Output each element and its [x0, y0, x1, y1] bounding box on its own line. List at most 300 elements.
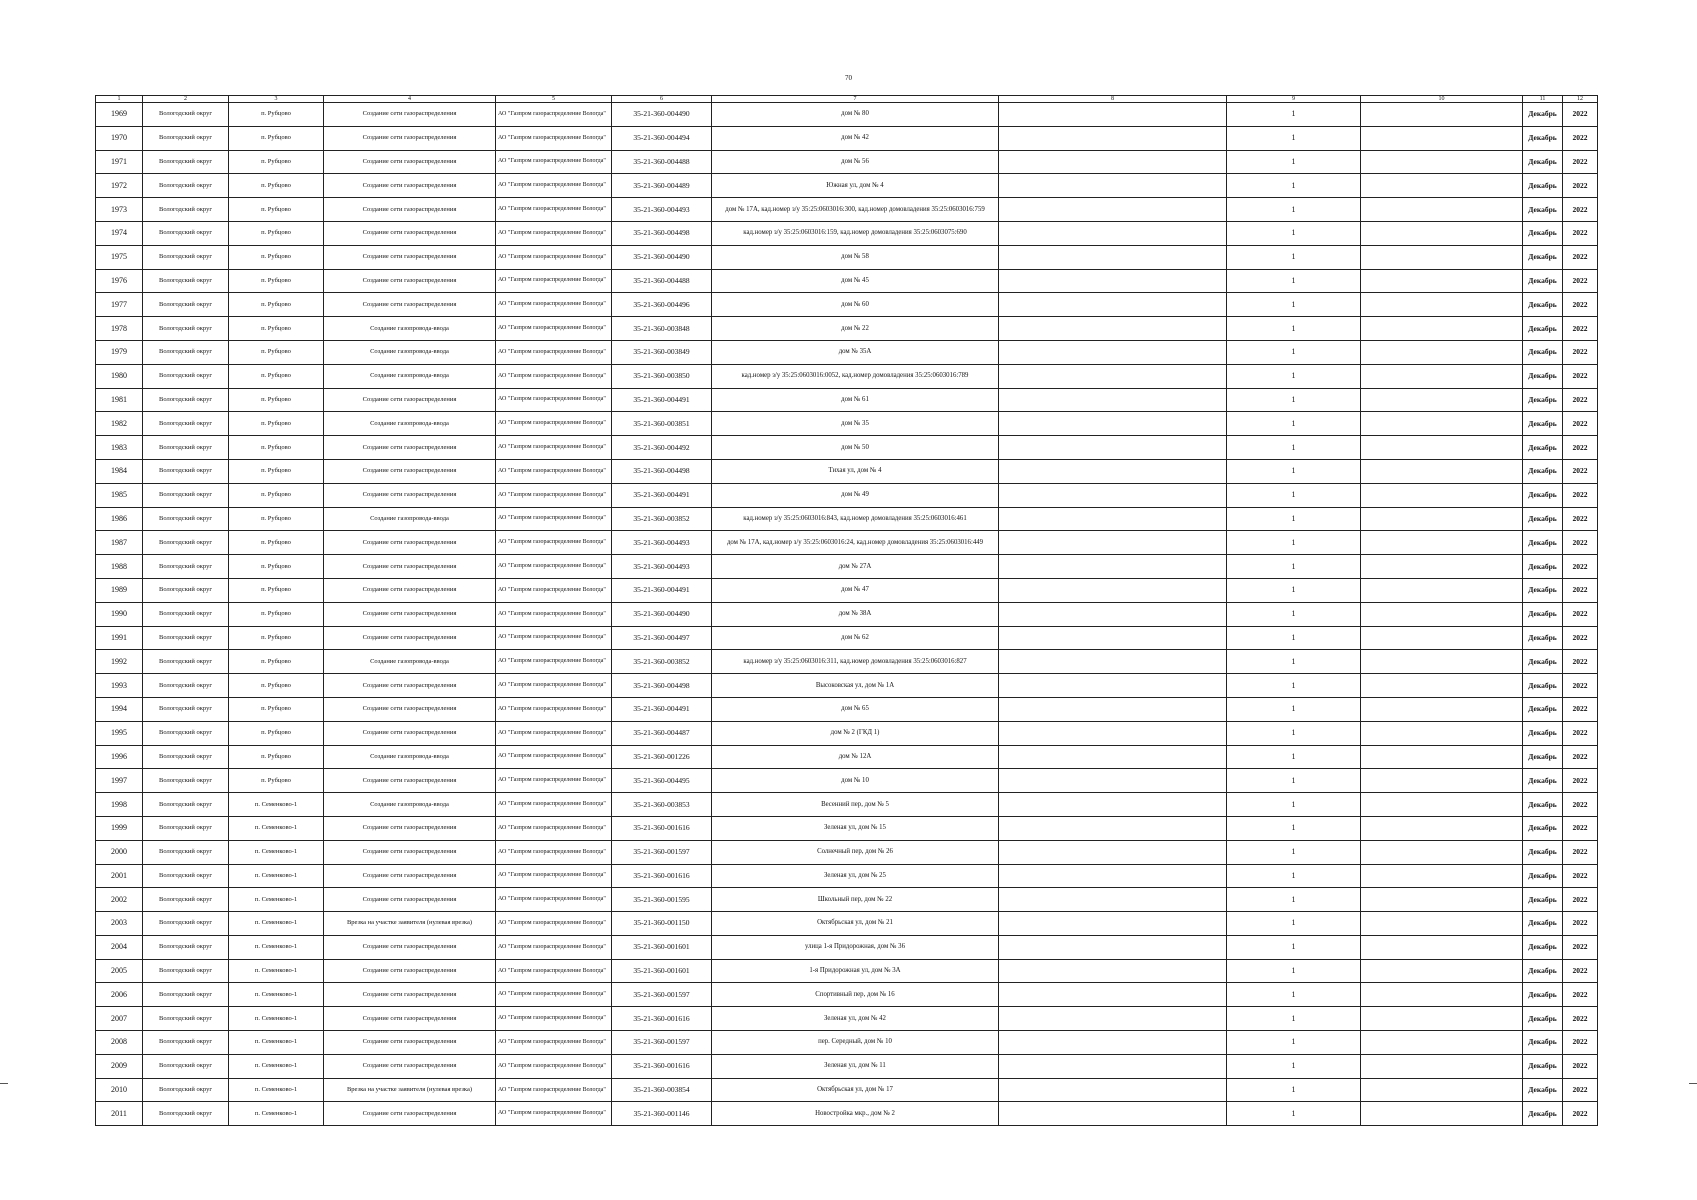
organization-cell: АО "Газпром газораспределение Вологда"	[496, 840, 612, 864]
district-cell: Вологодский округ	[143, 221, 229, 245]
row-number: 2003	[96, 912, 143, 936]
column-header: 10	[1361, 96, 1523, 103]
code-cell: 35-21-360-004497	[612, 626, 712, 650]
table-row	[96, 840, 1598, 864]
district-cell: Вологодский округ	[143, 269, 229, 293]
address-cell: Солнечный пер, дом № 26	[712, 840, 999, 864]
empty-cell	[1361, 150, 1523, 174]
organization-cell: АО "Газпром газораспределение Вологда"	[496, 293, 612, 317]
empty-cell	[1361, 1054, 1523, 1078]
row-number: 1999	[96, 816, 143, 840]
data-table	[95, 95, 1598, 1126]
work-type-cell: Создание сети газораспределения	[324, 269, 496, 293]
empty-cell	[999, 483, 1227, 507]
work-type-cell: Создание сети газораспределения	[324, 935, 496, 959]
row-number: 1991	[96, 626, 143, 650]
year-cell: 2022	[1563, 436, 1598, 460]
locality-cell: п. Рубцово	[229, 388, 324, 412]
table-row	[96, 221, 1598, 245]
work-type-cell: Создание газопровода-ввода	[324, 364, 496, 388]
year-cell: 2022	[1563, 1031, 1598, 1055]
empty-cell	[999, 793, 1227, 817]
table-row	[96, 364, 1598, 388]
empty-cell	[1361, 578, 1523, 602]
column-header: 6	[612, 96, 712, 103]
empty-cell	[999, 103, 1227, 127]
code-cell: 35-21-360-004492	[612, 436, 712, 460]
work-type-cell: Создание сети газораспределения	[324, 103, 496, 127]
work-type-cell: Создание сети газораспределения	[324, 531, 496, 555]
column-header: 11	[1523, 96, 1563, 103]
address-cell: Весенний пер, дом № 5	[712, 793, 999, 817]
row-number: 2005	[96, 959, 143, 983]
district-cell: Вологодский округ	[143, 1054, 229, 1078]
code-cell: 35-21-360-001616	[612, 1054, 712, 1078]
empty-cell	[1361, 507, 1523, 531]
work-type-cell: Создание сети газораспределения	[324, 721, 496, 745]
empty-cell	[1361, 697, 1523, 721]
scan-mark	[0, 1083, 8, 1084]
code-cell: 35-21-360-004490	[612, 245, 712, 269]
organization-cell: АО "Газпром газораспределение Вологда"	[496, 459, 612, 483]
locality-cell: п. Семенково-1	[229, 935, 324, 959]
empty-cell	[999, 1078, 1227, 1102]
year-cell: 2022	[1563, 245, 1598, 269]
address-cell: дом № 45	[712, 269, 999, 293]
organization-cell: АО "Газпром газораспределение Вологда"	[496, 769, 612, 793]
address-cell: дом № 22	[712, 317, 999, 341]
organization-cell: АО "Газпром газораспределение Вологда"	[496, 245, 612, 269]
empty-cell	[999, 531, 1227, 555]
column-header: 7	[712, 96, 999, 103]
row-number: 1969	[96, 103, 143, 127]
table-row	[96, 412, 1598, 436]
empty-cell	[1361, 626, 1523, 650]
quantity-cell: 1	[1227, 912, 1361, 936]
code-cell: 35-21-360-004498	[612, 674, 712, 698]
code-cell: 35-21-360-004491	[612, 578, 712, 602]
work-type-cell: Создание сети газораспределения	[324, 840, 496, 864]
month-cell: Декабрь	[1523, 150, 1563, 174]
district-cell: Вологодский округ	[143, 388, 229, 412]
table-row	[96, 959, 1598, 983]
code-cell: 35-21-360-001616	[612, 816, 712, 840]
address-cell: дом № 10	[712, 769, 999, 793]
month-cell: Декабрь	[1523, 864, 1563, 888]
column-header: 2	[143, 96, 229, 103]
quantity-cell: 1	[1227, 1078, 1361, 1102]
year-cell: 2022	[1563, 221, 1598, 245]
work-type-cell: Врезка на участке заявителя (нулевая врезка)	[324, 912, 496, 936]
year-cell: 2022	[1563, 793, 1598, 817]
quantity-cell: 1	[1227, 507, 1361, 531]
quantity-cell: 1	[1227, 983, 1361, 1007]
organization-cell: АО "Газпром газораспределение Вологда"	[496, 126, 612, 150]
empty-cell	[1361, 1007, 1523, 1031]
empty-cell	[999, 1031, 1227, 1055]
organization-cell: АО "Газпром газораспределение Вологда"	[496, 888, 612, 912]
empty-cell	[1361, 888, 1523, 912]
month-cell: Декабрь	[1523, 293, 1563, 317]
column-header: 9	[1227, 96, 1361, 103]
organization-cell: АО "Газпром газораспределение Вологда"	[496, 1007, 612, 1031]
work-type-cell: Создание сети газораспределения	[324, 150, 496, 174]
organization-cell: АО "Газпром газораспределение Вологда"	[496, 578, 612, 602]
organization-cell: АО "Газпром газораспределение Вологда"	[496, 959, 612, 983]
organization-cell: АО "Газпром газораспределение Вологда"	[496, 983, 612, 1007]
year-cell: 2022	[1563, 269, 1598, 293]
work-type-cell: Создание сети газораспределения	[324, 245, 496, 269]
quantity-cell: 1	[1227, 697, 1361, 721]
year-cell: 2022	[1563, 1054, 1598, 1078]
table-row	[96, 269, 1598, 293]
locality-cell: п. Рубцово	[229, 364, 324, 388]
row-number: 1983	[96, 436, 143, 460]
address-cell: дом № 35А	[712, 340, 999, 364]
table-row	[96, 198, 1598, 222]
table-row	[96, 126, 1598, 150]
district-cell: Вологодский округ	[143, 531, 229, 555]
empty-cell	[1361, 198, 1523, 222]
code-cell: 35-21-360-004494	[612, 126, 712, 150]
table-row	[96, 293, 1598, 317]
locality-cell: п. Семенково-1	[229, 1078, 324, 1102]
empty-cell	[999, 888, 1227, 912]
organization-cell: АО "Газпром газораспределение Вологда"	[496, 483, 612, 507]
district-cell: Вологодский округ	[143, 697, 229, 721]
work-type-cell: Создание сети газораспределения	[324, 1054, 496, 1078]
month-cell: Декабрь	[1523, 816, 1563, 840]
address-cell: Октябрьская ул, дом № 21	[712, 912, 999, 936]
district-cell: Вологодский округ	[143, 555, 229, 579]
empty-cell	[1361, 935, 1523, 959]
row-number: 1978	[96, 317, 143, 341]
year-cell: 2022	[1563, 721, 1598, 745]
quantity-cell: 1	[1227, 221, 1361, 245]
locality-cell: п. Рубцово	[229, 293, 324, 317]
work-type-cell: Создание сети газораспределения	[324, 459, 496, 483]
year-cell: 2022	[1563, 531, 1598, 555]
year-cell: 2022	[1563, 1078, 1598, 1102]
month-cell: Декабрь	[1523, 959, 1563, 983]
table-row	[96, 1054, 1598, 1078]
empty-cell	[1361, 364, 1523, 388]
organization-cell: АО "Газпром газораспределение Вологда"	[496, 935, 612, 959]
empty-cell	[1361, 483, 1523, 507]
empty-cell	[999, 1054, 1227, 1078]
month-cell: Декабрь	[1523, 602, 1563, 626]
quantity-cell: 1	[1227, 150, 1361, 174]
empty-cell	[1361, 388, 1523, 412]
empty-cell	[999, 269, 1227, 293]
row-number: 1992	[96, 650, 143, 674]
empty-cell	[1361, 1078, 1523, 1102]
organization-cell: АО "Газпром газораспределение Вологда"	[496, 816, 612, 840]
organization-cell: АО "Газпром газораспределение Вологда"	[496, 388, 612, 412]
district-cell: Вологодский округ	[143, 1078, 229, 1102]
month-cell: Декабрь	[1523, 198, 1563, 222]
district-cell: Вологодский округ	[143, 864, 229, 888]
address-cell: Тихая ул, дом № 4	[712, 459, 999, 483]
row-number: 1995	[96, 721, 143, 745]
quantity-cell: 1	[1227, 578, 1361, 602]
organization-cell: АО "Газпром газораспределение Вологда"	[496, 650, 612, 674]
table-row	[96, 912, 1598, 936]
table-row	[96, 174, 1598, 198]
empty-cell	[999, 721, 1227, 745]
empty-cell	[999, 293, 1227, 317]
quantity-cell: 1	[1227, 888, 1361, 912]
code-cell: 35-21-360-004488	[612, 269, 712, 293]
empty-cell	[1361, 816, 1523, 840]
code-cell: 35-21-360-001597	[612, 983, 712, 1007]
locality-cell: п. Семенково-1	[229, 1102, 324, 1126]
address-cell: Школьный пер, дом № 22	[712, 888, 999, 912]
organization-cell: АО "Газпром газораспределение Вологда"	[496, 626, 612, 650]
empty-cell	[999, 364, 1227, 388]
address-cell: Зеленая ул, дом № 25	[712, 864, 999, 888]
year-cell: 2022	[1563, 959, 1598, 983]
empty-cell	[999, 459, 1227, 483]
row-number: 1985	[96, 483, 143, 507]
month-cell: Декабрь	[1523, 531, 1563, 555]
quantity-cell: 1	[1227, 126, 1361, 150]
row-number: 1998	[96, 793, 143, 817]
row-number: 2000	[96, 840, 143, 864]
district-cell: Вологодский округ	[143, 150, 229, 174]
organization-cell: АО "Газпром газораспределение Вологда"	[496, 340, 612, 364]
address-cell: дом № 61	[712, 388, 999, 412]
work-type-cell: Создание сети газораспределения	[324, 626, 496, 650]
address-cell: дом № 50	[712, 436, 999, 460]
address-cell: кад.номер з/у 35:25:0603016:0052, кад.номер домовладения 35:25:0603016:789	[712, 364, 999, 388]
district-cell: Вологодский округ	[143, 483, 229, 507]
table-row	[96, 317, 1598, 341]
work-type-cell: Создание газопровода-ввода	[324, 745, 496, 769]
code-cell: 35-21-360-004490	[612, 602, 712, 626]
address-cell: дом № 58	[712, 245, 999, 269]
year-cell: 2022	[1563, 126, 1598, 150]
locality-cell: п. Семенково-1	[229, 983, 324, 1007]
locality-cell: п. Семенково-1	[229, 1054, 324, 1078]
year-cell: 2022	[1563, 816, 1598, 840]
table-row	[96, 459, 1598, 483]
code-cell: 35-21-360-001601	[612, 959, 712, 983]
code-cell: 35-21-360-003854	[612, 1078, 712, 1102]
empty-cell	[1361, 340, 1523, 364]
organization-cell: АО "Газпром газораспределение Вологда"	[496, 507, 612, 531]
locality-cell: п. Семенково-1	[229, 912, 324, 936]
organization-cell: АО "Газпром газораспределение Вологда"	[496, 221, 612, 245]
quantity-cell: 1	[1227, 412, 1361, 436]
month-cell: Декабрь	[1523, 888, 1563, 912]
work-type-cell: Создание сети газораспределения	[324, 888, 496, 912]
month-cell: Декабрь	[1523, 388, 1563, 412]
code-cell: 35-21-360-004491	[612, 697, 712, 721]
address-cell: Октябрьская ул, дом № 17	[712, 1078, 999, 1102]
code-cell: 35-21-360-004493	[612, 531, 712, 555]
district-cell: Вологодский округ	[143, 793, 229, 817]
quantity-cell: 1	[1227, 793, 1361, 817]
year-cell: 2022	[1563, 317, 1598, 341]
quantity-cell: 1	[1227, 269, 1361, 293]
code-cell: 35-21-360-004498	[612, 459, 712, 483]
column-header: 4	[324, 96, 496, 103]
code-cell: 35-21-360-001595	[612, 888, 712, 912]
empty-cell	[999, 959, 1227, 983]
empty-cell	[999, 697, 1227, 721]
district-cell: Вологодский округ	[143, 769, 229, 793]
table-row	[96, 483, 1598, 507]
locality-cell: п. Рубцово	[229, 674, 324, 698]
quantity-cell: 1	[1227, 436, 1361, 460]
row-number: 1990	[96, 602, 143, 626]
empty-cell	[999, 602, 1227, 626]
locality-cell: п. Рубцово	[229, 745, 324, 769]
row-number: 1980	[96, 364, 143, 388]
quantity-cell: 1	[1227, 650, 1361, 674]
district-cell: Вологодский округ	[143, 816, 229, 840]
code-cell: 35-21-360-001226	[612, 745, 712, 769]
scan-mark	[1689, 1083, 1697, 1084]
code-cell: 35-21-360-001146	[612, 1102, 712, 1126]
table-body	[96, 103, 1598, 1126]
table-row	[96, 697, 1598, 721]
quantity-cell: 1	[1227, 245, 1361, 269]
address-cell: дом № 80	[712, 103, 999, 127]
locality-cell: п. Семенково-1	[229, 888, 324, 912]
address-cell: кад.номер з/у 35:25:0603016:159, кад.номер домовладения 35:25:0603075:690	[712, 221, 999, 245]
month-cell: Декабрь	[1523, 507, 1563, 531]
empty-cell	[999, 578, 1227, 602]
organization-cell: АО "Газпром газораспределение Вологда"	[496, 198, 612, 222]
code-cell: 35-21-360-004495	[612, 769, 712, 793]
code-cell: 35-21-360-004491	[612, 483, 712, 507]
address-cell: дом № 60	[712, 293, 999, 317]
year-cell: 2022	[1563, 459, 1598, 483]
empty-cell	[999, 935, 1227, 959]
empty-cell	[999, 840, 1227, 864]
address-cell: дом № 35	[712, 412, 999, 436]
address-cell: кад.номер з/у 35:25:0603016:311, кад.номер домовладения 35:25:0603016:827	[712, 650, 999, 674]
locality-cell: п. Рубцово	[229, 531, 324, 555]
work-type-cell: Создание сети газораспределения	[324, 555, 496, 579]
row-number: 1994	[96, 697, 143, 721]
month-cell: Декабрь	[1523, 364, 1563, 388]
work-type-cell: Создание сети газораспределения	[324, 436, 496, 460]
month-cell: Декабрь	[1523, 459, 1563, 483]
row-number: 2001	[96, 864, 143, 888]
organization-cell: АО "Газпром газораспределение Вологда"	[496, 174, 612, 198]
row-number: 1993	[96, 674, 143, 698]
address-cell: дом № 65	[712, 697, 999, 721]
row-number: 2002	[96, 888, 143, 912]
month-cell: Декабрь	[1523, 793, 1563, 817]
empty-cell	[999, 436, 1227, 460]
quantity-cell: 1	[1227, 1054, 1361, 1078]
month-cell: Декабрь	[1523, 245, 1563, 269]
address-cell: дом № 42	[712, 126, 999, 150]
work-type-cell: Создание газопровода-ввода	[324, 340, 496, 364]
locality-cell: п. Рубцово	[229, 150, 324, 174]
empty-cell	[999, 674, 1227, 698]
row-number: 2009	[96, 1054, 143, 1078]
empty-cell	[999, 769, 1227, 793]
row-number: 1984	[96, 459, 143, 483]
locality-cell: п. Рубцово	[229, 721, 324, 745]
row-number: 2006	[96, 983, 143, 1007]
row-number: 1987	[96, 531, 143, 555]
district-cell: Вологодский округ	[143, 983, 229, 1007]
locality-cell: п. Рубцово	[229, 650, 324, 674]
table-row	[96, 150, 1598, 174]
organization-cell: АО "Газпром газораспределение Вологда"	[496, 602, 612, 626]
locality-cell: п. Рубцово	[229, 507, 324, 531]
year-cell: 2022	[1563, 198, 1598, 222]
month-cell: Декабрь	[1523, 317, 1563, 341]
empty-cell	[999, 174, 1227, 198]
empty-cell	[999, 912, 1227, 936]
locality-cell: п. Рубцово	[229, 103, 324, 127]
quantity-cell: 1	[1227, 103, 1361, 127]
column-header: 3	[229, 96, 324, 103]
row-number: 1979	[96, 340, 143, 364]
locality-cell: п. Семенково-1	[229, 1007, 324, 1031]
address-cell: дом № 47	[712, 578, 999, 602]
district-cell: Вологодский округ	[143, 198, 229, 222]
organization-cell: АО "Газпром газораспределение Вологда"	[496, 269, 612, 293]
quantity-cell: 1	[1227, 674, 1361, 698]
address-cell: Высоковская ул, дом № 1А	[712, 674, 999, 698]
empty-cell	[1361, 245, 1523, 269]
month-cell: Декабрь	[1523, 1054, 1563, 1078]
organization-cell: АО "Газпром газораспределение Вологда"	[496, 1054, 612, 1078]
table-row	[96, 245, 1598, 269]
table-row	[96, 340, 1598, 364]
organization-cell: АО "Газпром газораспределение Вологда"	[496, 1102, 612, 1126]
year-cell: 2022	[1563, 674, 1598, 698]
organization-cell: АО "Газпром газораспределение Вологда"	[496, 436, 612, 460]
empty-cell	[1361, 531, 1523, 555]
organization-cell: АО "Газпром газораспределение Вологда"	[496, 912, 612, 936]
code-cell: 35-21-360-003849	[612, 340, 712, 364]
district-cell: Вологодский округ	[143, 507, 229, 531]
organization-cell: АО "Газпром газораспределение Вологда"	[496, 1078, 612, 1102]
year-cell: 2022	[1563, 697, 1598, 721]
organization-cell: АО "Газпром газораспределение Вологда"	[496, 674, 612, 698]
empty-cell	[1361, 650, 1523, 674]
empty-cell	[1361, 221, 1523, 245]
quantity-cell: 1	[1227, 816, 1361, 840]
code-cell: 35-21-360-001601	[612, 935, 712, 959]
empty-cell	[999, 626, 1227, 650]
locality-cell: п. Рубцово	[229, 198, 324, 222]
quantity-cell: 1	[1227, 198, 1361, 222]
row-number: 1996	[96, 745, 143, 769]
code-cell: 35-21-360-004487	[612, 721, 712, 745]
year-cell: 2022	[1563, 483, 1598, 507]
locality-cell: п. Рубцово	[229, 578, 324, 602]
quantity-cell: 1	[1227, 1102, 1361, 1126]
district-cell: Вологодский округ	[143, 245, 229, 269]
address-cell: Южная ул, дом № 4	[712, 174, 999, 198]
address-cell: кад.номер з/у 35:25:0603016:843, кад.номер домовладения 35:25:0603016:461	[712, 507, 999, 531]
empty-cell	[1361, 840, 1523, 864]
quantity-cell: 1	[1227, 317, 1361, 341]
district-cell: Вологодский округ	[143, 888, 229, 912]
empty-cell	[1361, 1031, 1523, 1055]
empty-cell	[1361, 269, 1523, 293]
